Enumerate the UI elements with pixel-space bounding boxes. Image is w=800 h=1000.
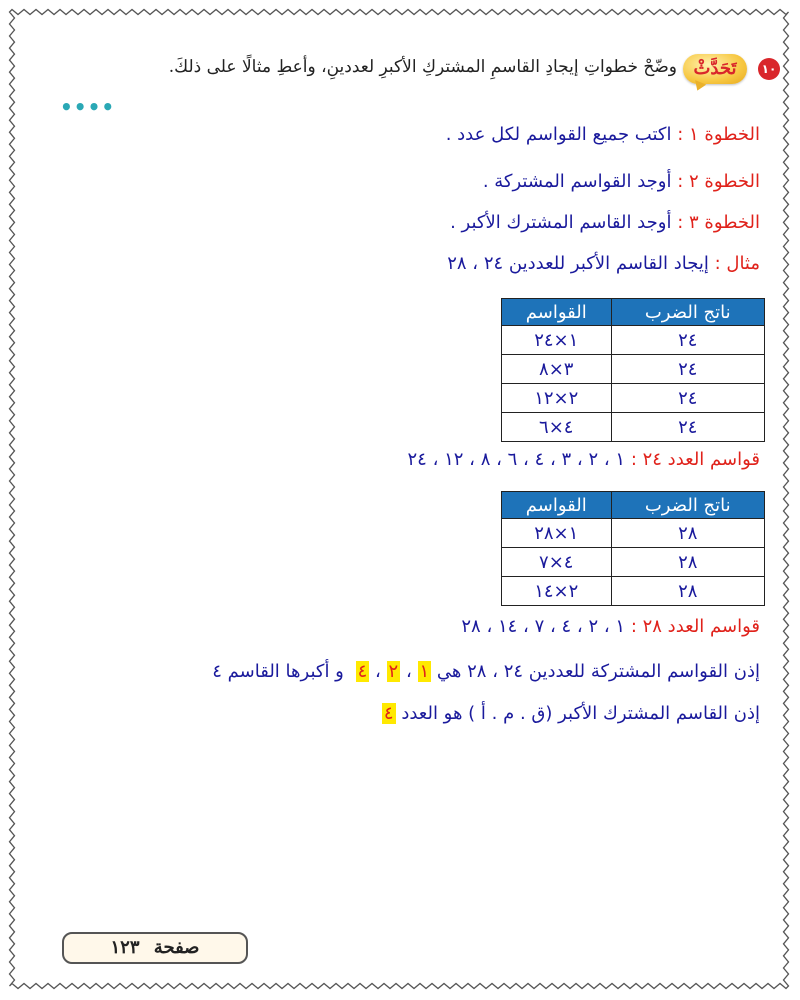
- table-cell: ٢٤: [611, 355, 764, 384]
- factors-list: ١ ، ٢ ، ٤ ، ٧ ، ١٤ ، ٢٨: [461, 616, 626, 637]
- table-row: [502, 355, 765, 384]
- step-text: أوجد القواسم المشتركة .: [482, 171, 672, 192]
- dots-decoration: ••••: [60, 95, 116, 119]
- table-row: [502, 413, 765, 442]
- table-row: [502, 577, 765, 606]
- step-label: الخطوة ٢ :: [677, 171, 760, 192]
- table-cell: ٢×١٢: [502, 384, 612, 413]
- common-suffix: و أكبرها القاسم ٤: [212, 661, 344, 682]
- step-label: الخطوة ٣ :: [677, 212, 760, 233]
- factor-table-24: [501, 298, 765, 442]
- common-factors-line: [212, 661, 760, 682]
- gcf-value: ٤: [383, 703, 394, 724]
- page-number-box: صفحة ١٢٣: [62, 932, 248, 964]
- table-header: ناتج الضرب: [611, 299, 764, 326]
- highlight-factor: ٢: [388, 661, 399, 682]
- table-row: [502, 548, 765, 577]
- example-label: مثال :: [714, 253, 760, 274]
- table-row: [502, 519, 765, 548]
- question-text: وضّحْ خطواتِ إيجادِ القاسمِ المشتركِ الأكبرِ لعددينِ، وأعطِ مثالًا على ذلكَ.: [168, 57, 677, 77]
- table-cell: ٢٤: [611, 326, 764, 355]
- step-2: [483, 171, 760, 192]
- highlight-factor: ١: [419, 661, 430, 682]
- table-cell: ١×٢٨: [502, 519, 612, 548]
- factors-label: قواسم العدد ٢٤ :: [630, 449, 760, 470]
- separator: ،: [405, 661, 412, 682]
- table-cell: ٤×٦: [502, 413, 612, 442]
- table-cell: ٢٤: [611, 413, 764, 442]
- table-cell: ٢٤: [611, 384, 764, 413]
- example-line: [447, 253, 760, 274]
- factors-list: ١ ، ٢ ، ٣ ، ٤ ، ٦ ، ٨ ، ١٢ ، ٢٤: [407, 449, 626, 470]
- factor-table-28: [501, 491, 765, 606]
- highlight-factor: ٤: [357, 661, 368, 682]
- step-text: أوجد القاسم المشترك الأكبر .: [450, 212, 672, 233]
- table-header: ناتج الضرب: [611, 492, 764, 519]
- table-cell: ٢٨: [611, 519, 764, 548]
- example-text: إيجاد القاسم الأكبر للعددين ٢٤ ، ٢٨: [447, 253, 709, 274]
- table-header: القواسم: [502, 492, 612, 519]
- step-text: اكتب جميع القواسم لكل عدد .: [445, 124, 672, 145]
- table-cell: ٣×٨: [502, 355, 612, 384]
- table-header: القواسم: [502, 299, 612, 326]
- table-cell: ٢٨: [611, 577, 764, 606]
- table-cell: ٤×٧: [502, 548, 612, 577]
- talk-speech-bubble-icon: تَحَدَّثْ: [683, 54, 747, 84]
- table-cell: ٢×١٤: [502, 577, 612, 606]
- factors-28-line: [461, 616, 760, 637]
- question-number-badge: ١٠: [758, 58, 780, 80]
- step-3: [450, 212, 760, 233]
- common-prefix: إذن القواسم المشتركة للعددين ٢٤ ، ٢٨ هي: [436, 661, 760, 682]
- table-row: [502, 384, 765, 413]
- gcf-prefix: إذن القاسم المشترك الأكبر (ق . م . أ ) هو العدد: [401, 703, 760, 724]
- table-cell: ٢٨: [611, 548, 764, 577]
- gcf-line: [382, 703, 760, 724]
- factors-24-line: [408, 449, 761, 470]
- table-cell: ١×٢٤: [502, 326, 612, 355]
- table-row: [502, 326, 765, 355]
- factors-label: قواسم العدد ٢٨ :: [630, 616, 760, 637]
- separator: ،: [375, 661, 381, 682]
- step-1: [446, 124, 760, 145]
- step-label: الخطوة ١ :: [677, 124, 760, 145]
